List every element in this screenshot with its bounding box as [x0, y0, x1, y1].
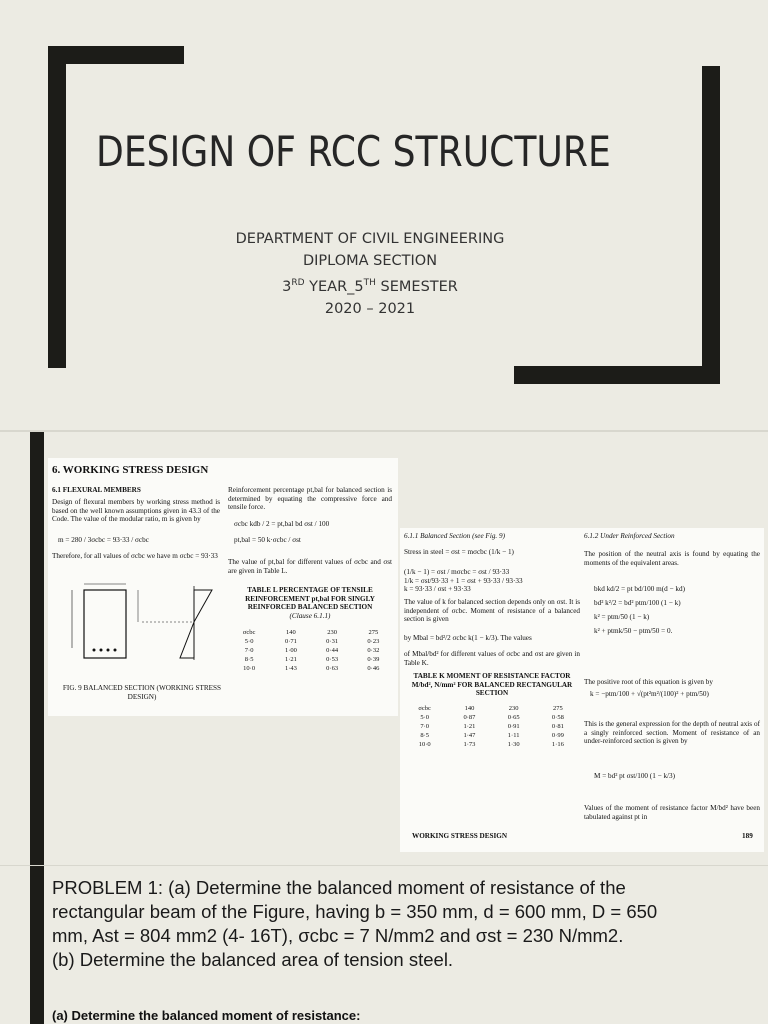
reference-slide	[0, 432, 768, 865]
problem-line: rectangular beam of the Figure, having b = 350 mm, d = 600 mm, D = 650	[52, 901, 658, 922]
section-balanced-heading: 6.1.1 Balanced Section (see Fig. 9)	[404, 532, 505, 540]
problem-line: PROBLEM 1: (a) Determine the balanced moment of resistance of the	[52, 877, 626, 898]
formula-k-derivation: (1/k − 1) = σst / mσcbc = σst / 93·33 1/k = σst/93·33 + 1 = σst + 93·33 / 93·33 k = 93·33 / σst + 93·33	[404, 568, 523, 594]
slide-left-bar	[30, 866, 44, 1024]
problem-line: (b) Determine the balanced area of tension steel.	[52, 949, 454, 970]
figure-caption: FIG. 9 BALANCED SECTION (WORKING STRESS DESIGN)	[62, 684, 222, 701]
formula-steel-stress: Stress in steel = σst = mσcbc (1/k − 1)	[404, 548, 514, 556]
balanced-section-figure	[62, 576, 222, 666]
table-l	[228, 628, 394, 673]
formula-mbal: by Mbal = bd²/2 σcbc k(1 − k/3). The values	[404, 634, 532, 642]
book-page-right	[400, 528, 764, 852]
formula-under-reinforced: bkd kd/2 = pt bd/100 m(d − kd) bd² k²/2 = bd² ptm/100 (1 − k) k² = ptm/50 (1 − k) k² + ptmk/50 − ptm/50 = 0.	[594, 585, 685, 635]
table-row: 7·0 1·00 0·44 0·32	[244, 647, 380, 654]
paragraph-general-expression: This is the general expression for the depth of neutral axis of a singly reinforced section. Moment of resistance of an under-reinforced section is given by	[584, 720, 760, 746]
section-heading: 6.1 FLEXURAL MEMBERS	[52, 486, 141, 494]
table-row: 8·5 1·21 0·53 0·39	[244, 656, 380, 663]
subpart-heading: (a) Determine the balanced moment of resistance:	[52, 1008, 361, 1023]
paragraph-table-k-ref: of Mbal/bd² for different values of σcbc and σst are given in Table K.	[404, 650, 580, 667]
formula-ptbal-2: pt,bal = 50 k·σcbc / σst	[234, 536, 301, 544]
paragraph-table-l-ref: The value of pt,bal for different values of σcbc and σst are given in Table L.	[228, 558, 392, 575]
table-row: 5·0 0·87 0·65 0·58	[420, 714, 564, 721]
frame-left-vertical	[48, 46, 66, 368]
slide-title: DESIGN OF RCC STRUCTURE	[96, 127, 611, 176]
formula-moment: M = bd² pt σst/100 (1 − k/3)	[594, 772, 676, 780]
slide-subtitle	[160, 228, 580, 320]
section-under-reinforced-heading: 6.1.2 Under Reinforced Section	[584, 532, 675, 540]
table-k	[402, 704, 580, 749]
table-row: 10·0 1·43 0·63 0·46	[243, 665, 380, 672]
problem-line: mm, Ast = 804 mm2 (4- 16T), σcbc = 7 N/mm2 and σst = 230 N/mm2.	[52, 925, 624, 946]
slide-left-bar	[30, 432, 44, 865]
session-text: 2020 – 2021	[324, 300, 416, 317]
table-l-clause: (Clause 6.1.1)	[289, 612, 331, 620]
page-number: 189	[742, 832, 753, 840]
title-slide	[0, 0, 768, 432]
paragraph-neutral-axis: The position of the neutral axis is found by equating the moments of the equivalent areas.	[584, 550, 760, 567]
paragraph-moment-factor: Values of the moment of resistance factor M/bd² have been tabulated against pt in	[584, 804, 760, 821]
formula-k-root: k = −ptm/100 + √(pt²m²/(100)² + ptm/50)	[590, 690, 709, 698]
problem-statement	[52, 876, 764, 972]
table-l-header: σcbc 140 230 275	[242, 629, 379, 636]
paragraph-positive-root: The positive root of this equation is given by	[584, 678, 713, 686]
problem-slide	[0, 866, 768, 1024]
table-l-title: TABLE L PERCENTAGE OF TENSILE REINFORCEMENT pt,bal FOR SINGLY REINFORCED BALANCED SECTION	[245, 586, 375, 612]
section-text: DIPLOMA SECTION	[302, 253, 438, 269]
table-row: 5·0 0·71 0·31 0·23	[244, 638, 380, 645]
table-row: 10·0 1·73 1·30 1·16	[418, 741, 564, 748]
page-footer: WORKING STRESS DESIGN	[412, 832, 508, 840]
formula-modular-ratio: m = 280 / 3σcbc = 93·33 / σcbc	[58, 536, 149, 544]
paragraph-k-balanced: The value of k for balanced section depends only on σst. It is independent of σcbc. Moment of resistance of a balanced section is given	[404, 598, 580, 624]
book-page-left	[48, 458, 398, 716]
paragraph-reinforcement: Reinforcement percentage pt,bal for balanced section is determined by equating the compressive force and tensile force.	[228, 486, 392, 512]
frame-top-left-horizontal	[48, 46, 184, 64]
chapter-heading: 6. WORKING STRESS DESIGN	[52, 464, 209, 476]
paragraph-therefore: Therefore, for all values of σcbc we have m σcbc = 93·33	[52, 552, 218, 560]
frame-bottom-right-horizontal	[514, 366, 720, 384]
year-semester-text: 3RD YEAR_5TH SEMESTER	[282, 278, 458, 295]
table-k-header: σcbc 140 230 275	[418, 705, 563, 712]
table-row: 8·5 1·47 1·11 0·99	[420, 732, 564, 739]
frame-right-vertical	[702, 66, 720, 384]
formula-ptbal: σcbc kdb / 2 = pt,bal bd σst / 100	[234, 520, 330, 528]
table-row: 7·0 1·21 0·91 0·81	[420, 723, 564, 730]
paragraph-modular-ratio: Design of flexural members by working stress method is based on the well known assumptions given in 43.3 of the Code. The value of the modular ratio, m is given by	[52, 498, 220, 524]
department-text: DEPARTMENT OF CIVIL ENGINEERING	[235, 231, 505, 247]
table-k-title: TABLE K MOMENT OF RESISTANCE FACTOR M/bd², N/mm² FOR BALANCED RECTANGULAR SECTION	[411, 672, 573, 698]
